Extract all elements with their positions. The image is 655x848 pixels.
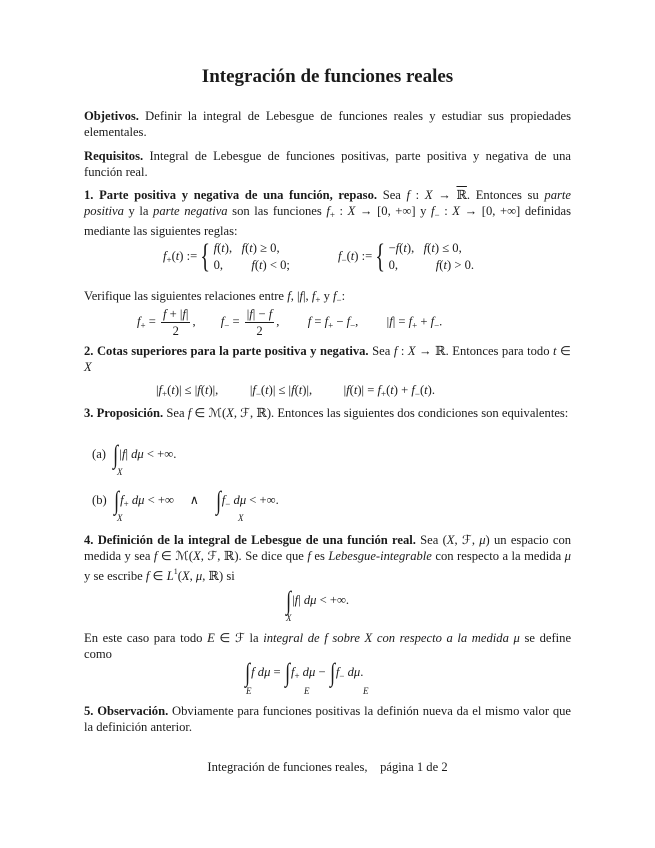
section-3-paragraph: 3. Proposición. Sea f ∈ ℳ(X, ℱ, ℝ). Entonces las siguientes dos condiciones son equivalentes:	[84, 405, 569, 420]
section-1-text-a: Sea	[382, 188, 401, 202]
relations-formula: $f_+$ = $\frac{f + |f|}{2}$ , $f_-$ = $\frac{|f| - f}{2}$ , $f = f_+ - f_-$, $|f| = f_+ + f_-$.	[137, 307, 443, 338]
integral-domain-e3: E	[363, 686, 369, 696]
integral-domain-c: X	[286, 613, 292, 623]
verifique-paragraph: Verifique las siguientes relaciones entre f, |f|, $f_+$ y $f_-$:	[84, 289, 346, 305]
integral-de-term: integral de	[263, 631, 320, 645]
section-4-text-e: con respecto a la medida	[435, 549, 562, 563]
section-1-y-la: y la	[128, 204, 149, 218]
section-4-text-b: un espacio con medida y sea	[84, 533, 572, 563]
section-1-text-b: Entonces su	[475, 188, 539, 202]
section-1-definidas: definidas mediante las siguientes reglas:	[84, 204, 572, 238]
section-1-son-las: son las funciones	[232, 204, 322, 218]
se-define-text: se define como	[84, 631, 572, 661]
condition-b: (b) $\int f_+$ dμ < +∞ ∧ $\int f_-$ dμ < +∞.	[92, 486, 279, 515]
section-4-text-c: Se dice que	[245, 549, 304, 563]
section-5-label: 5. Observación.	[84, 704, 169, 718]
section-3-text-a: Sea	[166, 406, 185, 420]
integral-domain-a: X	[117, 467, 123, 477]
integrability-condition: ∫|f| dμ < +∞.	[286, 586, 350, 615]
objetivos-paragraph	[84, 108, 571, 140]
section-4-paragraph: 4. Definición de la integral de Lebesgue de una función real. Sea (X, ℱ, μ) un espacio con medida y sea f ∈ ℳ(X, ℱ, ℝ). Se dice que f es Lebesgue-integrable con respecto a la medida μ y se escribe f ∈ $L^1(X$, μ, ℝ) si	[84, 533, 572, 583]
sobre-term: sobre	[332, 631, 360, 645]
section-4-text-a: Sea	[420, 533, 439, 547]
section-2-paragraph: 2. Cotas superiores para la parte positiva y negativa. Sea f : X → ℝ. Entonces para todo t ∈ X	[84, 343, 572, 374]
page-title: Integración de funciones reales	[201, 66, 454, 87]
section-1-paragraph: 1. Parte positiva y negativa de una función, repaso. Sea f : X → ℝ. Entonces su parte positiva y la parte negativa son las funciones $f_+$ : X → [0, +∞] y $f_-$ : X → [0, +∞] definidas mediante las siguientes reglas:	[84, 187, 572, 238]
lebesgue-integrable-term: Lebesgue-integrable	[328, 549, 432, 563]
condition-a: (a) ∫|f| dμ < +∞.	[92, 440, 177, 469]
section-3-text-b: Entonces las siguientes dos condiciones son equivalentes:	[277, 406, 569, 420]
section-4-text-d: es	[314, 549, 325, 563]
parte-positiva-term: parte positiva	[84, 188, 571, 218]
integral-domain-b2: X	[238, 513, 244, 523]
en-este-caso-text: En este caso para todo	[84, 631, 203, 645]
requisitos-text: Integral de Lebesgue de funciones positivas, parte positiva y negativa de una función real.	[84, 149, 571, 179]
integral-domain-b1: X	[117, 513, 123, 523]
verifique-text: Verifique las siguientes relaciones entre	[84, 289, 285, 303]
f-plus-definition: $f_+(t)$ :={ f(t), f(t) ≥ 0, 0, f(t) < 0;	[163, 238, 290, 275]
la-text: la	[249, 631, 259, 645]
section-4-label: 4. Definición de la integral de Lebesgue de una función real.	[84, 533, 416, 547]
requisitos-paragraph	[84, 148, 571, 180]
section-5-text: Obviamente para funciones positivas la definión nueva da el mismo valor que la definición anterior.	[84, 704, 572, 734]
parte-negativa-term: parte negativa	[153, 204, 228, 218]
integral-domain-e2: E	[304, 686, 310, 696]
objetivos-text: Definir la integral de Lebesgue de funciones reales y estudiar sus propiedades elementales.	[84, 109, 571, 139]
integral-definition-formula: ∫f $d\mu = \int f_+$ $d\mu - \int f_-$ dμ.	[245, 658, 364, 687]
definition-paragraph: En este caso para todo E ∈ ℱ la integral de f sobre X con respecto a la medida μ se define como	[84, 631, 572, 661]
section-1-label: 1. Parte positiva y negativa de una función, repaso.	[84, 188, 378, 202]
section-2-text-a: Sea	[372, 344, 391, 358]
section-3-label: 3. Proposición.	[84, 406, 164, 420]
section-5-paragraph	[84, 703, 571, 735]
con-respecto-term: con respecto a la medida	[376, 631, 509, 645]
bounds-formula: $|f_+(t)| \le |f(t)|$, $|f_-(t)| \le |f(t)|$, $|f(t)| = f_+(t) + f_-(t)$.	[156, 383, 435, 399]
condition-a-label: (a)	[92, 446, 106, 461]
section-2-text-b: Entonces para todo	[452, 344, 550, 358]
section-4-text-g: si	[226, 569, 235, 583]
section-4-text-f: y se escribe	[84, 569, 143, 583]
objetivos-label: Objetivos.	[84, 109, 139, 123]
integral-domain-e1: E	[246, 686, 252, 696]
page-footer: Integración de funciones reales, página 1 de 2	[207, 760, 448, 774]
f-minus-definition: $f_-(t)$ :={ −f(t), f(t) ≤ 0, 0, f(t) > 0.	[338, 238, 475, 275]
requisitos-label: Requisitos.	[84, 149, 144, 163]
condition-b-label: (b)	[92, 492, 107, 507]
section-2-label: 2. Cotas superiores para la parte positiva y negativa.	[84, 344, 369, 358]
